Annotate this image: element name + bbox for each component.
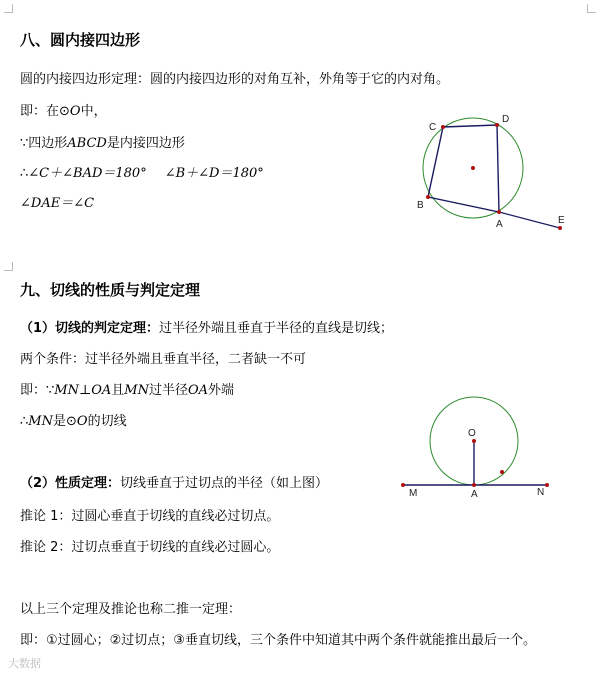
label-a: A bbox=[471, 489, 478, 500]
section8-theorem: 圆的内接四边形定理：圆的内接四边形的对角互补，外角等于它的内对角。 bbox=[20, 72, 450, 87]
theorem-heading: （2）性质定理： bbox=[20, 476, 121, 491]
because-symbol: ∵ bbox=[20, 136, 29, 151]
point-o bbox=[472, 439, 476, 443]
section9-final: 即：①过圆心；②过切点；③垂直切线，三个条件中知道其中两个条件就能推出最后一个。 bbox=[20, 633, 536, 648]
equation-3: ∠DAE＝∠C bbox=[20, 196, 95, 211]
point-c bbox=[441, 125, 445, 129]
section9-line-i bbox=[20, 382, 234, 400]
label-m: M bbox=[409, 488, 418, 499]
text: 四边形 bbox=[28, 136, 68, 151]
var-oa: OA bbox=[91, 383, 112, 398]
label-a: A bbox=[496, 219, 503, 230]
corner-mark-mid-left bbox=[4, 262, 13, 271]
text: 即： bbox=[20, 383, 47, 398]
var-oa: OA bbox=[187, 383, 209, 398]
corner-mark-top-right bbox=[587, 4, 596, 13]
label-e: E bbox=[558, 215, 565, 226]
point-d bbox=[495, 123, 499, 127]
theorem-heading: （1）切线的判定定理： bbox=[20, 321, 160, 336]
section9-corollary-1: 推论 1：过圆心垂直于切线的直线必过切点。 bbox=[20, 509, 280, 524]
cyclic-quadrilateral-figure bbox=[400, 105, 580, 235]
text: 外端 bbox=[208, 383, 235, 398]
point-e bbox=[558, 226, 562, 230]
circle-symbol: ⊙ bbox=[65, 414, 77, 429]
text: 即：在 bbox=[20, 104, 60, 119]
perp-symbol: ⊥ bbox=[78, 383, 92, 398]
var-abcd: ABCD bbox=[67, 136, 107, 151]
tangent-line-figure bbox=[395, 395, 565, 505]
text: 是内接四边形 bbox=[106, 136, 185, 151]
corner-mark-top-left bbox=[4, 4, 13, 13]
text: 是 bbox=[52, 414, 66, 429]
equation-1: ∠C＋∠BAD＝180° bbox=[28, 166, 147, 181]
section9-property-theorem bbox=[20, 475, 328, 493]
therefore-symbol: ∴ bbox=[20, 166, 29, 181]
section9-title: 九、切线的性质与判定定理 bbox=[20, 281, 201, 299]
section8-line-therefore bbox=[20, 165, 264, 183]
text: 且 bbox=[111, 383, 125, 398]
label-d: D bbox=[502, 114, 510, 125]
text: 中， bbox=[80, 104, 107, 119]
because-symbol: ∵ bbox=[46, 383, 55, 398]
quadrilateral-abcd bbox=[428, 125, 499, 212]
theorem-body: 切线垂直于过切点的半径（如上图） bbox=[120, 476, 329, 491]
point-on-circle bbox=[500, 470, 504, 474]
section8-title: 八、圆内接四边形 bbox=[20, 31, 141, 49]
section8-line-eq3 bbox=[20, 195, 94, 213]
var-mn: MN bbox=[54, 383, 79, 398]
section8-line-because bbox=[20, 135, 185, 153]
label-o: O bbox=[468, 428, 476, 439]
var-mn: MN bbox=[28, 414, 53, 429]
point-center bbox=[471, 166, 475, 170]
section9-judgement-theorem bbox=[20, 320, 393, 338]
extension-ae bbox=[499, 212, 560, 228]
point-a bbox=[472, 483, 476, 487]
text: 过半径 bbox=[148, 383, 188, 398]
section9-line-therefore bbox=[20, 413, 127, 431]
point-b bbox=[426, 195, 430, 199]
var-o: O bbox=[76, 414, 88, 429]
watermark: 大数据 bbox=[8, 657, 41, 670]
label-b: B bbox=[417, 200, 424, 211]
label-c: C bbox=[429, 122, 437, 133]
text: 的切线 bbox=[87, 414, 127, 429]
point-m bbox=[401, 483, 405, 487]
section8-line-i bbox=[20, 103, 107, 121]
var-mn: MN bbox=[124, 383, 149, 398]
therefore-symbol: ∴ bbox=[20, 414, 29, 429]
section9-summary: 以上三个定理及推论也称二推一定理： bbox=[20, 602, 242, 617]
section9-conditions: 两个条件：过半径外端且垂直半径，二者缺一不可 bbox=[20, 352, 307, 367]
section9-corollary-2: 推论 2：过切点垂直于切线的直线必过圆心。 bbox=[20, 540, 280, 555]
var-o: O bbox=[69, 104, 81, 119]
theorem-body: 过半径外端且垂直于半径的直线是切线； bbox=[159, 321, 394, 336]
label-n: N bbox=[537, 487, 545, 498]
point-a bbox=[497, 210, 501, 214]
point-n bbox=[545, 483, 549, 487]
circle-symbol: ⊙ bbox=[59, 104, 70, 119]
equation-2: ∠B＋∠D＝180° bbox=[164, 166, 264, 181]
